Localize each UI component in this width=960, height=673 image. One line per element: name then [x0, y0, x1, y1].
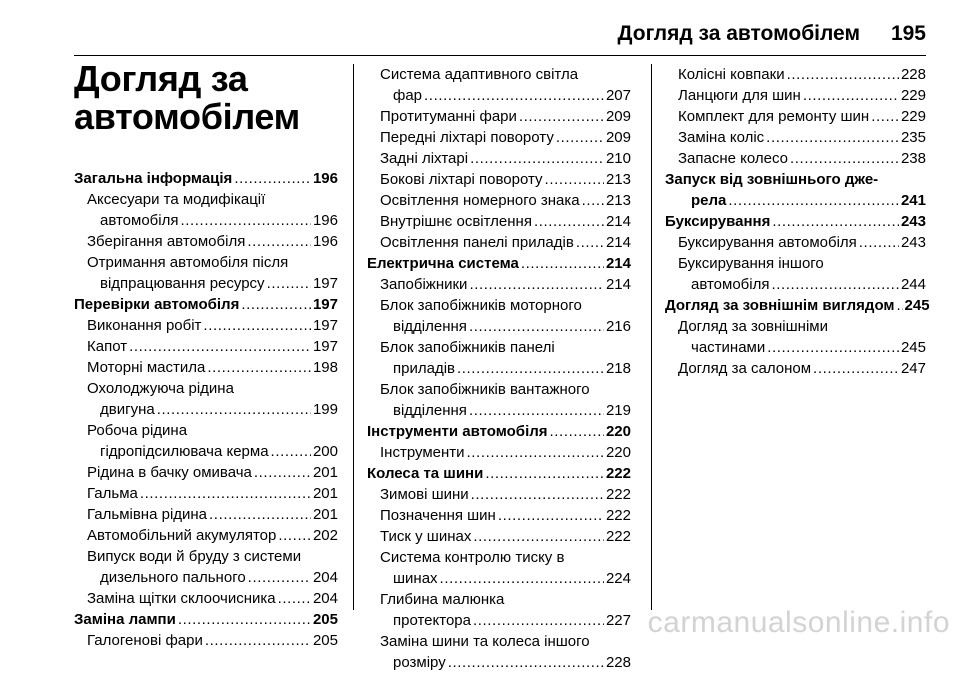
toc-entry-line	[665, 211, 926, 232]
toc-entry-title: Освітлення панелі приладів	[380, 234, 574, 251]
toc-entry-title: Освітлення номерного знака	[380, 192, 580, 209]
toc-entry-line	[367, 463, 631, 484]
dot-leader	[248, 567, 311, 588]
page-header	[0, 0, 960, 58]
toc-page-number: 209	[605, 129, 631, 146]
toc-entry[interactable]	[665, 127, 926, 148]
toc-entry[interactable]	[665, 358, 926, 379]
toc-page-number: 241	[900, 192, 926, 209]
toc-entry-line	[367, 106, 631, 127]
toc-page-number: 245	[900, 339, 926, 356]
toc-entry-title: Рідина в бачку омивача	[87, 464, 252, 481]
toc-entry[interactable]	[74, 420, 338, 462]
toc-entry-line	[367, 421, 631, 442]
toc-entry[interactable]	[367, 106, 631, 127]
toc-entry-title: рела	[691, 192, 727, 209]
toc-entry-line	[74, 210, 338, 231]
toc-entry-title: Догляд за салоном	[678, 360, 812, 377]
toc-page-number: 227	[605, 612, 631, 629]
dot-leader	[448, 652, 604, 673]
toc-entry-line	[367, 337, 631, 358]
toc-page-number: 210	[605, 150, 631, 167]
toc-column-2	[367, 64, 631, 673]
dot-leader	[267, 273, 311, 294]
dot-leader	[467, 442, 604, 463]
toc-section-entry[interactable]	[367, 253, 631, 274]
toc-entry[interactable]	[367, 274, 631, 295]
toc-entry-line	[665, 169, 926, 190]
toc-entry[interactable]	[665, 64, 926, 85]
toc-entry-title: Бокові ліхтарі повороту	[380, 171, 543, 188]
toc-entry-title: Отримання автомобіля після	[87, 254, 289, 271]
toc-page-number: 214	[605, 213, 631, 230]
toc-entry[interactable]	[367, 526, 631, 547]
dot-leader	[813, 358, 899, 379]
toc-entry[interactable]	[665, 232, 926, 253]
toc-section-entry[interactable]	[367, 463, 631, 484]
toc-entry-title: Догляд за зовнішнім виглядом	[665, 297, 895, 314]
toc-entry-title: шинах	[393, 570, 438, 587]
toc-entry-title: Електрична система	[367, 255, 519, 272]
toc-entry[interactable]	[367, 127, 631, 148]
toc-section-entry[interactable]	[74, 294, 338, 315]
toc-entry-line	[665, 148, 926, 169]
toc-entry-title: Гальма	[87, 485, 138, 502]
toc-entry[interactable]	[367, 295, 631, 337]
toc-entry[interactable]	[367, 484, 631, 505]
toc-entry-title: Буксирування автомобіля	[678, 234, 857, 251]
page-number: 195	[890, 22, 926, 45]
toc-entry-title: Охолоджуюча рідина	[87, 380, 234, 397]
toc-page-number: 199	[312, 401, 338, 418]
toc-entry-title: Інструменти автомобіля	[367, 423, 548, 440]
toc-page-number: 196	[312, 233, 338, 250]
toc-section-entry[interactable]	[367, 421, 631, 442]
toc-entry-title: автомобіля	[100, 212, 179, 229]
toc-entry-title: частинами	[691, 339, 766, 356]
toc-entry-title: Запобіжники	[380, 276, 468, 293]
dot-leader	[534, 211, 604, 232]
toc-entry[interactable]	[74, 504, 338, 525]
toc-entry-title: Догляд за зовнішніми	[678, 318, 828, 335]
dot-leader	[576, 232, 604, 253]
toc-entry-title: дизельного пального	[100, 569, 246, 586]
toc-entry[interactable]	[367, 148, 631, 169]
toc-entry-line	[665, 295, 930, 316]
dot-leader	[766, 127, 899, 148]
dot-leader	[859, 232, 899, 253]
toc-entry[interactable]	[367, 442, 631, 463]
toc-entry[interactable]	[74, 315, 338, 336]
toc-entry-line	[367, 316, 631, 337]
toc-page-number: 201	[312, 464, 338, 481]
toc-entry-title: фар	[393, 87, 423, 104]
toc-page-number: 222	[605, 528, 631, 545]
toc-page-number: 224	[605, 570, 631, 587]
dot-leader	[803, 85, 899, 106]
toc-entry-line	[74, 420, 338, 441]
toc-entry-title: Перевірки автомобіля	[74, 296, 240, 313]
toc-entry[interactable]	[74, 483, 338, 504]
page-footer	[0, 602, 960, 642]
toc-page-number: 201	[312, 506, 338, 523]
toc-entry[interactable]	[74, 336, 338, 357]
toc-entry[interactable]	[74, 231, 338, 252]
toc-entry-title: Комплект для ремонту шин	[678, 108, 870, 125]
dot-leader	[278, 525, 311, 546]
toc-page-number: 214	[605, 276, 631, 293]
dot-leader	[582, 190, 604, 211]
toc-entry-line	[74, 567, 338, 588]
dot-leader	[787, 64, 899, 85]
toc-page-number: 198	[312, 359, 338, 376]
dot-leader	[180, 210, 310, 231]
chapter-title-line-2: автомобілем	[74, 96, 301, 137]
toc-entry[interactable]	[665, 85, 926, 106]
toc-entry-line	[367, 274, 631, 295]
toc-page-number: 197	[312, 296, 338, 313]
toc-page-number: 229	[900, 108, 926, 125]
toc-entry-title: Зберігання автомобіля	[87, 233, 246, 250]
toc-entry[interactable]	[665, 253, 926, 295]
column-divider-1	[353, 64, 354, 610]
toc-page-number: 204	[312, 569, 338, 586]
dot-leader	[772, 211, 899, 232]
toc-entry-line	[665, 253, 926, 274]
toc-page-number: 229	[900, 87, 926, 104]
toc-page-number: 222	[605, 486, 631, 503]
toc-entry-title: Виконання робіт	[87, 317, 202, 334]
toc-entry-line	[665, 232, 926, 253]
toc-entry-line	[367, 295, 631, 316]
toc-entry-line	[74, 357, 338, 378]
toc-page-number: 214	[605, 255, 631, 272]
toc-entry-title: Передні ліхтарі повороту	[380, 129, 554, 146]
dot-leader	[897, 295, 903, 316]
toc-entry-title: Випуск води й бруду з системи	[87, 548, 302, 565]
toc-page-number: 213	[605, 171, 631, 188]
toc-section-entry[interactable]	[74, 168, 338, 189]
toc-entry-line	[367, 400, 631, 421]
dot-leader	[469, 400, 604, 421]
dot-leader	[247, 231, 311, 252]
toc-entry-title: Задні ліхтарі	[380, 150, 469, 167]
toc-entry-title: двигуна	[100, 401, 155, 418]
toc-entry-title: Система контролю тиску в	[380, 549, 565, 566]
column-divider-2	[651, 64, 652, 610]
dot-leader	[203, 315, 311, 336]
dot-leader	[469, 316, 604, 337]
toc-entry-title: Аксесуари та модифікації	[87, 191, 266, 208]
toc-entry-line	[367, 148, 631, 169]
toc-entry-title: Колеса та шини	[367, 465, 484, 482]
toc-entry-line	[665, 316, 926, 337]
toc-entry-line	[367, 547, 631, 568]
toc-entry-title: Заміна лампи	[74, 611, 176, 628]
toc-entry-title: гідропідсилювача керма	[100, 443, 269, 460]
toc-page-number: 235	[900, 129, 926, 146]
toc-page-number: 201	[312, 485, 338, 502]
toc-entry-title: Блок запобіжників моторного	[380, 297, 582, 314]
toc-entry-title: Буксирування	[665, 213, 771, 230]
toc-section-entry[interactable]	[665, 295, 930, 316]
toc-entry-line	[367, 85, 631, 106]
toc-entry-title: Робоча рідина	[87, 422, 188, 439]
toc-entry[interactable]	[74, 462, 338, 483]
dot-leader	[140, 483, 311, 504]
dot-leader	[519, 106, 604, 127]
toc-entry-line	[665, 106, 926, 127]
toc-entry[interactable]	[74, 252, 338, 294]
toc-entry-title: Протитуманні фари	[380, 108, 517, 125]
toc-entry-title: Зимові шини	[380, 486, 469, 503]
toc-entry-line	[665, 64, 926, 85]
toc-entry-title: Ланцюги для шин	[678, 87, 801, 104]
toc-entry[interactable]	[665, 148, 926, 169]
dot-leader	[871, 106, 899, 127]
toc-entry[interactable]	[367, 64, 631, 106]
toc-entry[interactable]	[74, 546, 338, 588]
toc-page-number: 209	[605, 108, 631, 125]
chapter-title-line-1: Догляд за	[74, 58, 248, 99]
dot-leader	[545, 169, 604, 190]
toc-entry-title: Інструменти	[380, 444, 465, 461]
toc-entry-line	[665, 85, 926, 106]
dot-leader	[234, 168, 311, 189]
toc-entry-line	[367, 232, 631, 253]
toc-entry-title: Буксирування іншого	[678, 255, 824, 272]
toc-entry-title: Блок запобіжників вантажного	[380, 381, 590, 398]
dot-leader	[440, 568, 604, 589]
toc-entry-title: Блок запобіжників панелі	[380, 339, 555, 356]
toc-entry-line	[367, 253, 631, 274]
toc-entry-title: Внутрішнє освітлення	[380, 213, 532, 230]
dot-leader	[498, 505, 604, 526]
toc-entry-line	[367, 169, 631, 190]
toc-entry-line	[367, 358, 631, 379]
toc-entry-title: Запасне колесо	[678, 150, 789, 167]
toc-section-entry[interactable]	[665, 211, 926, 232]
toc-entry-title: Капот	[87, 338, 128, 355]
toc-section-entry[interactable]	[665, 169, 926, 211]
dot-leader	[209, 504, 311, 525]
toc-page-number: 243	[900, 213, 926, 230]
toc-entry[interactable]	[367, 379, 631, 421]
toc-entry-line	[74, 504, 338, 525]
toc-entry[interactable]	[74, 378, 338, 420]
running-title: Догляд за автомобілем	[617, 22, 860, 45]
toc-page-number: 205	[312, 632, 338, 649]
toc-page-number: 197	[312, 338, 338, 355]
toc-entry-title: відділення	[393, 402, 467, 419]
toc-entry-line	[74, 231, 338, 252]
toc-entry[interactable]	[665, 106, 926, 127]
toc-entry-title: Тиск у шинах	[380, 528, 472, 545]
watermark: carmanualsonline.info	[647, 606, 950, 639]
dot-leader	[767, 337, 899, 358]
toc-entry-title: Запуск від зовнішнього дже-	[665, 171, 879, 188]
toc-page-number: 196	[312, 170, 338, 187]
toc-page-number: 202	[312, 527, 338, 544]
toc-entry-title: Гальмівна рідина	[87, 506, 208, 523]
toc-entry-line	[665, 190, 926, 211]
dot-leader	[556, 127, 604, 148]
toc-entry-line	[367, 379, 631, 400]
toc-page-number: 213	[605, 192, 631, 209]
toc-entry-title: Заміна коліс	[678, 129, 765, 146]
toc-entry-title: протектора	[393, 612, 471, 629]
toc-page-number: 245	[904, 297, 930, 314]
toc-entry-line	[367, 64, 631, 85]
toc-entry[interactable]	[74, 525, 338, 546]
toc-entry[interactable]	[367, 505, 631, 526]
toc-entry-line	[367, 526, 631, 547]
toc-entry-title: відпрацювання ресурсу	[100, 275, 265, 292]
dot-leader	[471, 484, 604, 505]
dot-leader	[254, 462, 311, 483]
toc-page-number: 222	[605, 507, 631, 524]
toc-page-number: 204	[312, 590, 338, 607]
dot-leader	[521, 253, 604, 274]
toc-entry-title: Колісні ковпаки	[678, 66, 785, 83]
dot-leader	[473, 526, 604, 547]
toc-page-number: 214	[605, 234, 631, 251]
dot-leader	[129, 336, 311, 357]
toc-page-number: 220	[605, 423, 631, 440]
toc-entry-title: Глибина малюнка	[380, 591, 505, 608]
toc-column-1	[74, 60, 338, 651]
toc-page-number: 228	[605, 654, 631, 671]
toc-entry-title: Заміна щітки склоочисника	[87, 590, 276, 607]
toc-entry-line	[367, 442, 631, 463]
toc-page-number: 228	[900, 66, 926, 83]
toc-page-number: 244	[900, 276, 926, 293]
header-rule	[74, 55, 926, 56]
toc-entry-title: відділення	[393, 318, 467, 335]
toc-entry[interactable]	[74, 357, 338, 378]
toc-entry-title: Галогенові фари	[87, 632, 203, 649]
dot-leader	[207, 357, 311, 378]
toc-entry-line	[74, 378, 338, 399]
toc-entry-title: розміру	[393, 654, 446, 671]
toc-entry-line	[665, 127, 926, 148]
toc-entry-title: автомобіля	[691, 276, 770, 293]
toc-page-number: 219	[605, 402, 631, 419]
toc-entry-line	[74, 462, 338, 483]
toc-entry-line	[367, 190, 631, 211]
toc-entry-line	[74, 189, 338, 210]
toc-entry-line	[74, 168, 338, 189]
toc-entry-line	[74, 399, 338, 420]
toc-entry[interactable]	[367, 169, 631, 190]
toc-entry-line	[74, 525, 338, 546]
toc-entry-title: Позначення шин	[380, 507, 496, 524]
toc-page-number: 243	[900, 234, 926, 251]
toc-entry-line	[367, 505, 631, 526]
toc-entry-line	[74, 441, 338, 462]
toc-page-number: 207	[605, 87, 631, 104]
toc-entry[interactable]	[367, 547, 631, 589]
toc-page-number: 218	[605, 360, 631, 377]
toc-entry-line	[74, 294, 338, 315]
toc-entry-line	[367, 652, 631, 673]
toc-entry[interactable]	[367, 190, 631, 211]
toc-entry-line	[367, 484, 631, 505]
toc-page-number: 196	[312, 212, 338, 229]
toc-page-number: 197	[312, 275, 338, 292]
dot-leader	[771, 274, 898, 295]
toc-entry-title: Автомобільний акумулятор	[87, 527, 277, 544]
toc-page-number: 197	[312, 317, 338, 334]
toc-column-3	[665, 64, 930, 379]
toc-entry-title: Загальна інформація	[74, 170, 233, 187]
toc-entry-line	[74, 315, 338, 336]
dot-leader	[550, 421, 604, 442]
toc-entry-line	[74, 273, 338, 294]
toc-entry-title: приладів	[393, 360, 455, 377]
toc-entry[interactable]	[367, 337, 631, 379]
dot-leader	[457, 358, 604, 379]
toc-entry[interactable]	[367, 211, 631, 232]
toc-entry-title: Моторні мастила	[87, 359, 206, 376]
toc-entry[interactable]	[367, 232, 631, 253]
toc-entry-title: Заміна шини та колеса іншого	[380, 633, 590, 650]
toc-entry-line	[665, 337, 926, 358]
toc-entry[interactable]	[665, 316, 926, 358]
toc-entry-line	[665, 274, 926, 295]
toc-entry-line	[367, 568, 631, 589]
toc-page-number: 222	[605, 465, 631, 482]
toc-entry-line	[665, 358, 926, 379]
toc-entry-line	[74, 336, 338, 357]
dot-leader	[470, 148, 604, 169]
dot-leader	[790, 148, 899, 169]
toc-page-number: 216	[605, 318, 631, 335]
toc-entry-line	[74, 546, 338, 567]
dot-leader	[157, 399, 311, 420]
toc-entry-title: Система адаптивного світла	[380, 66, 579, 83]
toc-entry-line	[74, 483, 338, 504]
dot-leader	[485, 463, 604, 484]
dot-leader	[424, 85, 604, 106]
dot-leader	[241, 294, 311, 315]
toc-entry[interactable]	[74, 189, 338, 231]
dot-leader	[469, 274, 604, 295]
dot-leader	[728, 190, 899, 211]
toc-page-number: 247	[900, 360, 926, 377]
toc-page-number: 205	[312, 611, 338, 628]
toc-page-number: 220	[605, 444, 631, 461]
dot-leader	[271, 441, 311, 462]
toc-entry-line	[74, 252, 338, 273]
chapter-title	[74, 60, 338, 136]
toc-entry-line	[367, 211, 631, 232]
toc-page-number: 200	[312, 443, 338, 460]
toc-page-number: 238	[900, 150, 926, 167]
toc-entry-line	[367, 127, 631, 148]
